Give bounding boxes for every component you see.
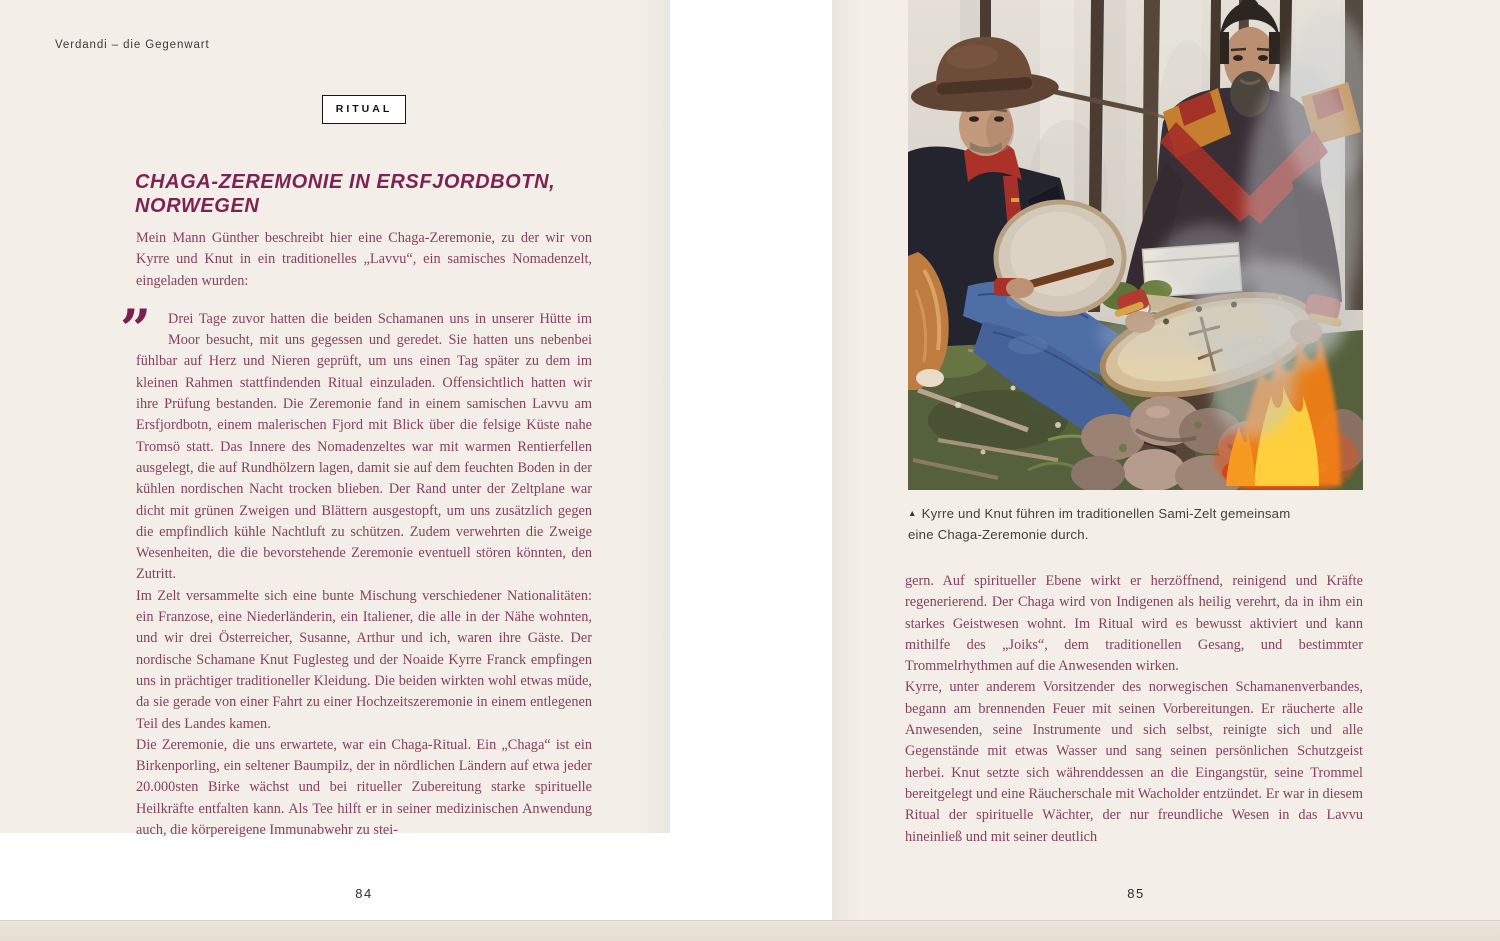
running-header: Verdandi – die Gegenwart <box>55 39 210 51</box>
left-page-edge-shadow <box>636 0 670 833</box>
left-page-body <box>120 228 592 841</box>
caption-line-1: Kyrre und Knut führen im traditionellen Sami-Zelt gemeinsam <box>921 506 1291 521</box>
book-bottom-edge <box>0 920 1500 941</box>
caption-line-2: eine Chaga-Zeremonie durch. <box>908 527 1089 542</box>
intro-paragraph: Mein Mann Günther beschreibt hier eine Chaga-Zeremonie, zu der wir von Kyrre und Knut in ein traditionelles „Lavvu“, ein samisches Nomadenzelt, eingeladen wurden: <box>136 230 592 289</box>
body-paragraph-1: gern. Auf spiritueller Ebene wirkt er herzöffnend, reinigend und Kräfte regenerierend. Der Chaga wird von Indigenen als heilig verehrt, da in ihm ein starkes Geistwesen wohnt. Im Ritual wird es bewusst aktiviert und kann mithilfe des „Joiks“, dem traditionellen Gesang, und bestimmter Trommelrhythmen auf die Anwesenden wirken. <box>905 573 1363 675</box>
page-number-right: 85 <box>1127 886 1145 901</box>
body-paragraph-2: Kyrre, unter anderem Vorsitzender des norwegischen Schamanenverbandes, begann am brennenden Feuer mit seinen Vorbereitungen. Er räucherte alle Anwesenden, seine Instrumente und sich selbst, reinigte sich und alle Gegenstände mit etwas Wasser und sang seinen persönlichen Schutzgeist herbei. Knut setzte sich währenddessen an die Eingangstür, seine Trommel bereitgelegt und eine Räucherschale mit Wacholder entzündet. Er war in diesem Ritual der spirituelle Wächter, der nur freundliche Wesen in das Lavvu hineinließ und mit seiner deutlich <box>905 679 1363 845</box>
chapter-heading: CHAGA-ZEREMONIE IN ERSFJORDBOTN, NORWEGEN <box>135 171 556 217</box>
quote-paragraph-1 <box>120 296 592 586</box>
quotation-mark-icon: ” <box>120 296 152 361</box>
quote-paragraph-2: Im Zelt versammelte sich eine bunte Mischung verschiedener Nationalitäten: ein Franzose, eine Niederländerin, ein Italiener, die alle in der Nähe wohnten, und wir drei Österreicher, Susanne, Arthur und ich, waren ihre Gäste. Der nordische Schamane Knut Fuglesteg und der Noaide Kyrre Franck empfingen uns in prächtiger traditioneller Kleidung. Die beiden wirkten wohl etwas müde, da sie gerade von einer Fahrt zu einer Hochzeitszeremonie in einem entlegenen Teil des Landes kamen. <box>136 587 592 732</box>
caption-marker-icon: ▲ <box>908 508 917 518</box>
ceremony-photo <box>908 0 1363 490</box>
quote-paragraph-3: Die Zeremonie, die uns erwartete, war ein Chaga-Ritual. Ein „Chaga“ ist ein Birkenporling, ein seltener Baumpilz, der in nördlichen Ländern auf etwa jeder 20.000sten Birke wächst und bei ritueller Zubereitung starke spirituelle Heilkräfte entfalten kann. Als Tee hilft er in seiner medizinischen Anwendung auch, die körpereigene Immunabwehr zu stei- <box>136 736 592 839</box>
section-label: RITUAL <box>322 95 406 124</box>
quote-text-1: Drei Tage zuvor hatten die beiden Schamanen uns in unserer Hütte im Moor besucht, mit uns gegessen und geredet. Sie hatten uns nebenbei fühlbar auf Herz und Nieren geprüft, um uns einen Tag später zu dem im kleinen Rahmen stattfindenden Ritual einzuladen. Offensichtlich hatten wir ihre Prüfung bestanden. Die Zeremonie fand in einem samischen Lavvu am Ersfjordbotn, einem malerischen Fjord mit Blick über die felsige Küste nahe Tromsö statt. Das Innere des Nomadenzeltes war mit warmen Rentierfellen ausgelegt, die auf Rundhölzern lagen, damit sie auf dem feuchten Boden in der kühlen nordischen Nacht trocken blieben. Der Rand unter der Zeltplane war dicht mit grünen Zweigen und Blättern ausgestopft, um uns zusätzlich gegen die empfindlich kühle Nachtluft zu schützen. Zudem verwehrten die Zweige Wesenheiten, die die bevorstehende Zeremonie eventuell stören könnten, den Zutritt. <box>136 310 592 583</box>
photo-caption <box>908 503 1338 545</box>
page-number-left: 84 <box>355 886 373 901</box>
right-page-body <box>905 571 1363 848</box>
right-page-edge-shadow <box>832 0 860 940</box>
